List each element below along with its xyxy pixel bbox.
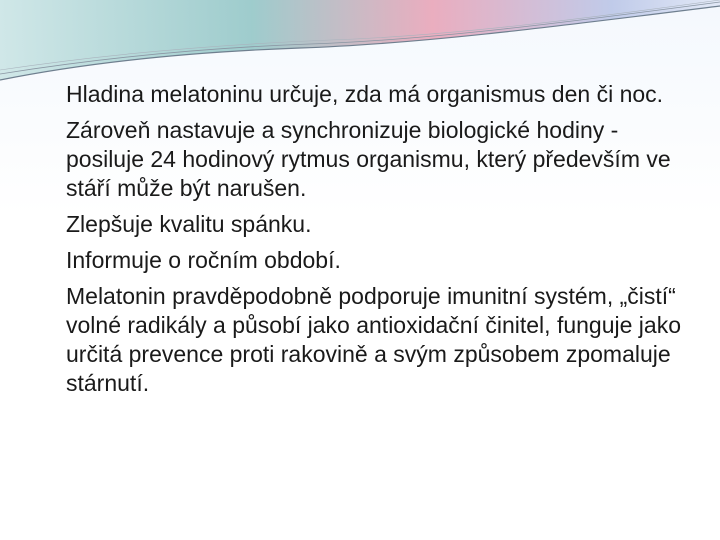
- bullet-list: [44, 80, 694, 405]
- bullet-text: Hladina melatoninu určuje, zda má organismus den či noc.: [66, 81, 664, 107]
- bullet-text: Melatonin pravděpodobně podporuje imunitní systém, „čistí“ volné radikály a působí jako antioxidační činitel, funguje jako určitá prevence proti rakovině a svým způsobem zpomaluje stárnutí.: [66, 283, 681, 396]
- header-wave-decoration: [0, 0, 720, 90]
- bullet-text: Zlepšuje kvalitu spánku.: [66, 211, 312, 237]
- bullet-item-biological-clock: [44, 116, 694, 203]
- bullet-item-day-night: [44, 80, 694, 109]
- bullet-text: Informuje o ročním období.: [66, 247, 341, 273]
- bullet-item-immune-system: [44, 282, 694, 398]
- bullet-text: Zároveň nastavuje a synchronizuje biologické hodiny - posiluje 24 hodinový rytmus organismu, který především ve stáří může být narušen.: [66, 117, 671, 201]
- bullet-item-sleep-quality: [44, 210, 694, 239]
- bullet-item-season: [44, 246, 694, 275]
